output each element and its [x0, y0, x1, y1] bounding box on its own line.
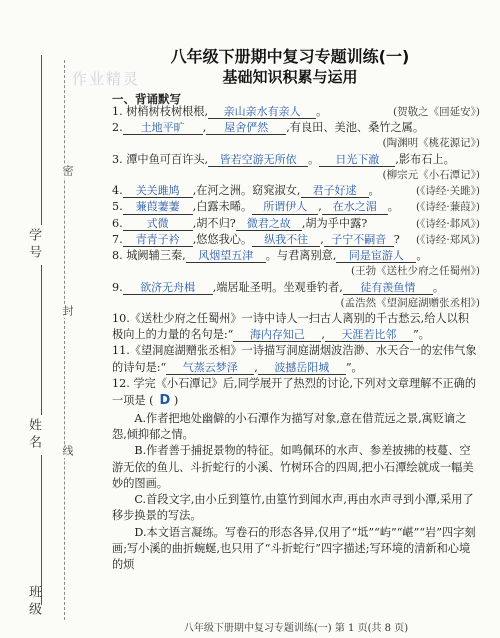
source-citation: (贺敬之《回延安》)	[393, 106, 480, 118]
source-citation: (《诗经·邶风》)	[415, 217, 480, 230]
answer-blank[interactable]: 君子好逑	[301, 184, 369, 198]
option-d: D.本文语言凝练。写卷石的形态各异,仅用了“坻”“屿”“嵁”“岩”四字刻画;写小溪的曲折蜿蜒,也只用了“斗折蛇行”四字描述;写环境的清新和心境的烦	[112, 525, 476, 572]
seal-dashed-line	[64, 60, 65, 620]
option-c: C.首段文字,由小丘到篁竹,由篁竹到闻水声,再由水声寻到小潭,采用了移步换景的写法。	[112, 493, 474, 523]
answer-blank[interactable]: 日光下澈	[319, 153, 395, 167]
answer-paren[interactable]: ( D )	[149, 394, 178, 407]
margin-feng: 封	[61, 305, 74, 318]
question-7: 7. 青青子衿 ,悠悠我心。 纵我不往 , 子宁不嗣音 ? (《诗经·郑风》)	[112, 232, 480, 248]
question-6: 6. 式微 ,胡不归? 微君之故 ,胡为乎中露? (《诗经·邶风》)	[112, 216, 480, 232]
answer-blank[interactable]: 子宁不嗣音	[324, 233, 394, 247]
question-4: 4. 关关雎鸠 ,在河之洲。窈窕淑女, 君子好逑 。 (《诗经·关雎》)	[112, 183, 480, 199]
answer-blank[interactable]: 纵我不往	[252, 233, 320, 247]
answer-blank[interactable]: 天涯若比邻	[325, 328, 413, 342]
question-9: 9. 欲济无舟楫 ,端居耻圣明。坐观垂钓者, 徒有羡鱼情 。	[112, 280, 445, 294]
answer-blank[interactable]: 气蒸云梦泽	[166, 361, 254, 375]
answer-blank[interactable]: 亲山亲水有亲人	[208, 105, 316, 119]
source-citation: (《诗经·蒹葭》)	[415, 201, 480, 214]
answer-blank[interactable]: 式微	[123, 217, 193, 231]
answer-blank[interactable]: 徒有羡鱼情	[343, 281, 433, 295]
watermark-text: 作业精灵	[72, 70, 141, 88]
question-3: 3. 潭中鱼可百许头, 皆若空游无所依 。 日光下澈 ,影布石上。	[112, 152, 455, 166]
answer-blank[interactable]: 屋舍俨然	[206, 121, 286, 135]
answer-blank[interactable]: 同是宦游人	[336, 249, 416, 263]
source-citation: (陶渊明《桃花源记》)	[382, 137, 480, 150]
xuehao-line[interactable]	[41, 55, 42, 225]
banji-line[interactable]	[41, 455, 42, 605]
question-1: 1. 树梢树枝树根根, 亲山亲水有亲人 。 (贺敬之《回延安》)	[112, 104, 480, 120]
question-8: 8. 城阙辅三秦, 风烟望五津 。与君离别意, 同是宦游人 。	[112, 249, 428, 263]
answer-blank[interactable]: 欲济无舟楫	[123, 281, 213, 295]
answer-blank[interactable]: 海内存知己	[233, 328, 321, 342]
binding-margin	[0, 0, 72, 638]
answer-blank[interactable]: 风烟望五津	[186, 249, 266, 263]
question-2: 2. 土地平旷 , 屋舍俨然 ,有良田、美池、桑竹之属。	[112, 121, 425, 135]
field-label-xingming: 姓名	[26, 418, 41, 452]
answer-blank[interactable]: 青青子衿	[123, 233, 193, 247]
question-content	[112, 104, 480, 573]
margin-xian: 线	[61, 445, 74, 458]
source-citation: (柳宗元《小石潭记》)	[382, 168, 480, 181]
option-a: A.作者把地处幽僻的小石潭作为描写对象,意在借荒远之景,寓贬谪之怨,倾抑郁之情。	[112, 412, 467, 442]
section-heading: 一、背诵默写	[112, 92, 181, 106]
answer-blank[interactable]: 蒹葭萋萋	[123, 200, 193, 214]
answer-choice: D	[159, 393, 171, 409]
answer-blank[interactable]: 波撼岳阳城	[258, 361, 346, 375]
answer-blank[interactable]: 土地平旷	[123, 121, 203, 135]
page-title: 八年级下册期中复习专题训练(一)	[170, 47, 410, 66]
answer-blank[interactable]: 在水之湄	[322, 200, 388, 214]
page-subtitle: 基础知识积累与运用	[222, 68, 358, 86]
xingming-line[interactable]	[41, 265, 42, 415]
answer-blank[interactable]: 关关雎鸠	[123, 184, 193, 198]
source-citation: (王勃《送杜少府之任蜀州》)	[351, 265, 480, 278]
answer-blank[interactable]: 微君之故	[236, 217, 302, 231]
source-citation: (孟浩然《望洞庭湖赠张丞相》)	[340, 296, 480, 309]
question-10: 10.《送杜少府之任蜀州》一诗中诗人一扫古人离别的千古愁云,给人以积极向上的力量的名句是:“ 海内存知己 , 天涯若比邻 ”。	[112, 311, 469, 342]
question-5: 5. 蒹葭萋萋 ,白露未晞。 所谓伊人 , 在水之湄 。 (《诗经·蒹葭》)	[112, 199, 480, 215]
source-citation: (《诗经·关雎》)	[415, 185, 480, 198]
page-footer: 八年级下册期中复习专题训练(一) 第 1 页(共 8 页)	[183, 623, 409, 634]
question-11: 11.《望洞庭湖赠张丞相》一诗描写洞庭湖烟波浩渺、水天合一的宏伟气象的诗句是:“ 气蒸云梦泽 , 波撼岳阳城 ”。	[112, 344, 477, 374]
field-label-xuehao: 学号	[26, 228, 41, 262]
source-citation: (《诗经·郑风》)	[415, 233, 480, 246]
margin-mi: 密	[61, 165, 74, 178]
field-label-banji: 班级	[26, 585, 41, 619]
question-12: 12. 学完《小石潭记》后,同学展开了热烈的讨论,下列对文章理解不正确的一项是 ( D )	[112, 376, 480, 411]
answer-blank[interactable]: 所谓伊人	[252, 200, 318, 214]
answer-blank[interactable]: 皆若空游无所依	[208, 153, 308, 167]
option-b: B.作者善于捕捉景物的特征。如鸣佩环的水声、参差披拂的枝蔓、空游无依的鱼儿、斗折蛇行的小溪、竹树环合的四周,把小石潭绘就成一幅美妙的图画。	[112, 444, 474, 490]
